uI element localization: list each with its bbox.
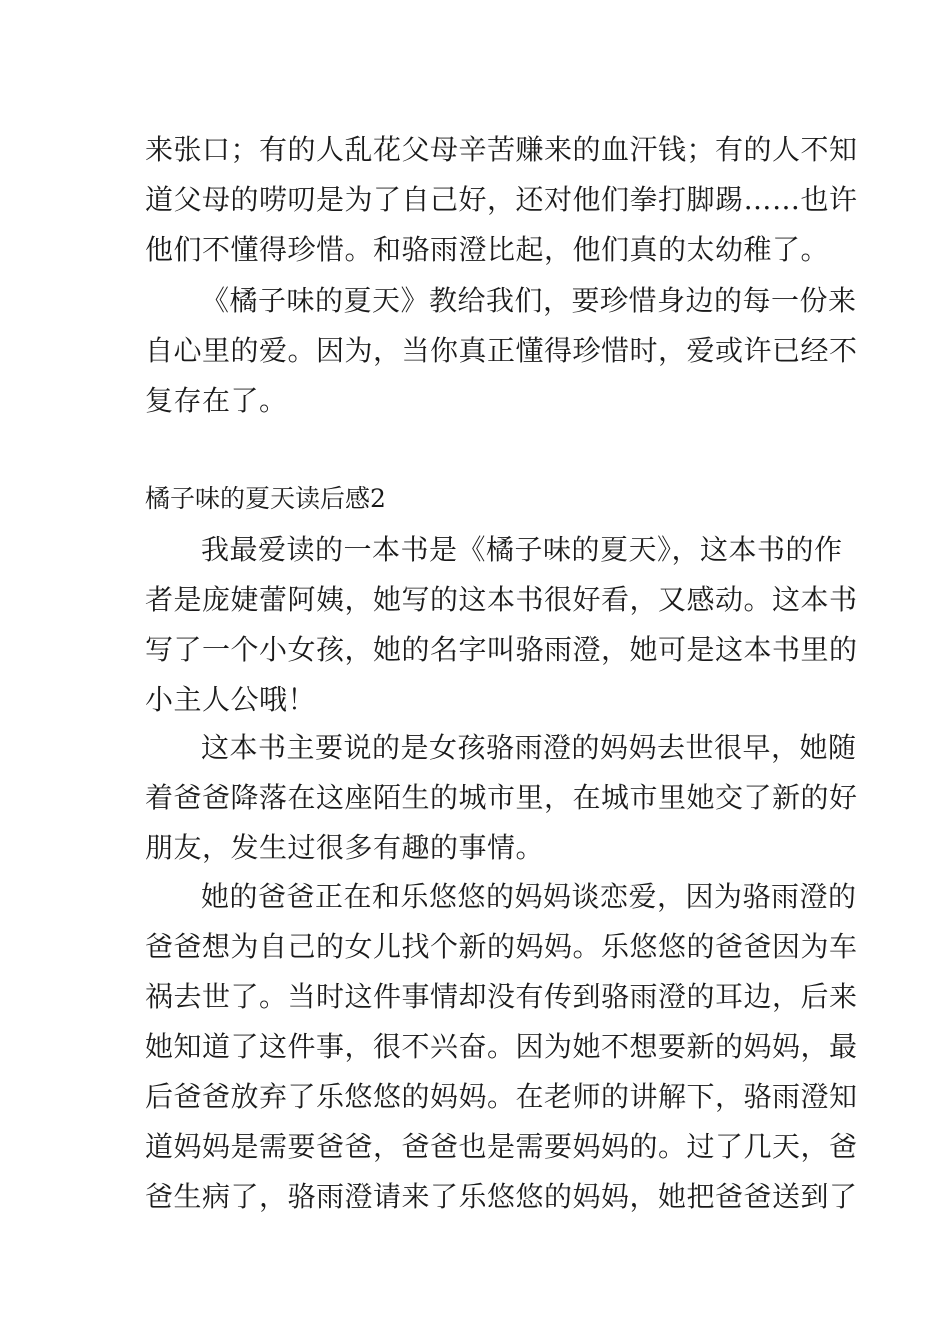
text-line: 道父母的唠叨是为了自己好，还对他们拳打脚踢……也许 [145,183,858,216]
section-title: 橘子味的夏天读后感2 [145,484,386,513]
text-line: 爸爸想为自己的女儿找个新的妈妈。乐悠悠的爸爸因为车 [145,930,858,963]
text-line: 写了一个小女孩，她的名字叫骆雨澄，她可是这本书里的 [145,633,858,666]
text-line: 道妈妈是需要爸爸，爸爸也是需要妈妈的。过了几天，爸 [145,1130,858,1163]
text-line: 着爸爸降落在这座陌生的城市里，在城市里她交了新的好 [145,781,858,814]
text-line: 来张口；有的人乱花父母辛苦赚来的血汗钱；有的人不知 [145,133,858,166]
text-line: 这本书主要说的是女孩骆雨澄的妈妈去世很早，她随 [201,731,857,764]
text-line: 小主人公哦！ [145,683,317,716]
text-line: 爸生病了，骆雨澄请来了乐悠悠的妈妈，她把爸爸送到了 [145,1180,858,1213]
text-line: 他们不懂得珍惜。和骆雨澄比起，他们真的太幼稚了。 [145,233,830,266]
text-line: 她知道了这件事，很不兴奋。因为她不想要新的妈妈，最 [145,1030,858,1063]
text-line: 者是庞婕蕾阿姨，她写的这本书很好看，又感动。这本书 [145,583,858,616]
text-line: 后爸爸放弃了乐悠悠的妈妈。在老师的讲解下，骆雨澄知 [145,1080,858,1113]
text-line: 自心里的爱。因为，当你真正懂得珍惜时，爱或许已经不 [145,334,858,367]
text-line: 朋友，发生过很多有趣的事情。 [145,831,545,864]
text-line: 祸去世了。当时这件事情却没有传到骆雨澄的耳边，后来 [145,980,858,1013]
text-line: 她的爸爸正在和乐悠悠的妈妈谈恋爱，因为骆雨澄的 [201,880,857,913]
text-line: 《橘子味的夏天》教给我们，要珍惜身边的每一份来 [201,284,857,317]
text-line: 我最爱读的一本书是《橘子味的夏天》，这本书的作 [201,533,843,566]
text-line: 复存在了。 [145,384,288,417]
